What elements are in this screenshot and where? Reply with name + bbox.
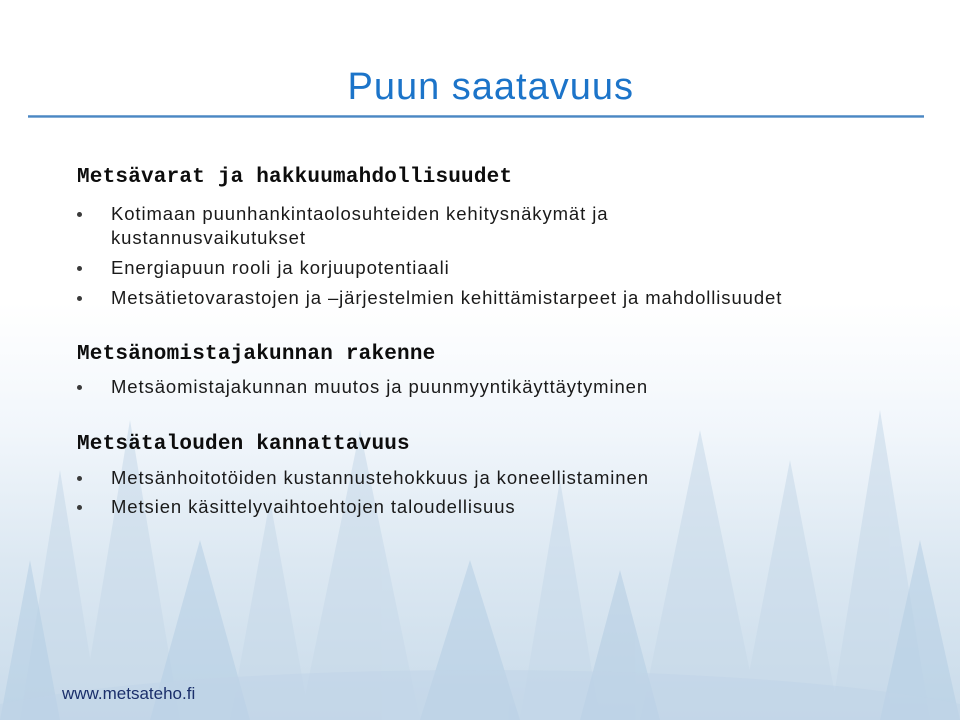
bullet-dot-icon — [77, 505, 82, 510]
footer-website: www.metsateho.fi — [62, 684, 196, 703]
bullet-dot-icon — [77, 476, 82, 481]
bullet-dot-icon — [77, 385, 82, 390]
section-heading: Metsätalouden kannattavuus — [77, 433, 410, 456]
slide-title: Puun saatavuus — [347, 66, 634, 108]
section-heading: Metsänomistajakunnan rakenne — [77, 343, 436, 366]
section-heading: Metsävarat ja hakkuumahdollisuudet — [77, 166, 513, 189]
title-underline — [28, 115, 924, 118]
bullet-dot-icon — [77, 296, 82, 301]
bullet-dot-icon — [77, 212, 82, 217]
slide: Puun saatavuus Metsävarat ja hakkuumahdollisuudet Kotimaan puunhankintaolosuhteiden kehitysnäkymät ja kustannusvaikutukset Energiapuun rooli ja korjuupotentiaali Metsätietovarastojen ja –järjestelmien kehittämistarpeet ja mahdollisuudet Metsänomistajakunnan rakenne Metsäomistajakunnan muutos ja puunmyyntikäyttäytyminen Metsätalouden kannattavuus Metsänhoitotöiden kustannustehokkuus ja koneellistaminen Metsien käsittelyvaihtoehtojen taloudellisuus www.metsateho.fi — [0, 0, 960, 720]
bullet-dot-icon — [77, 266, 82, 271]
